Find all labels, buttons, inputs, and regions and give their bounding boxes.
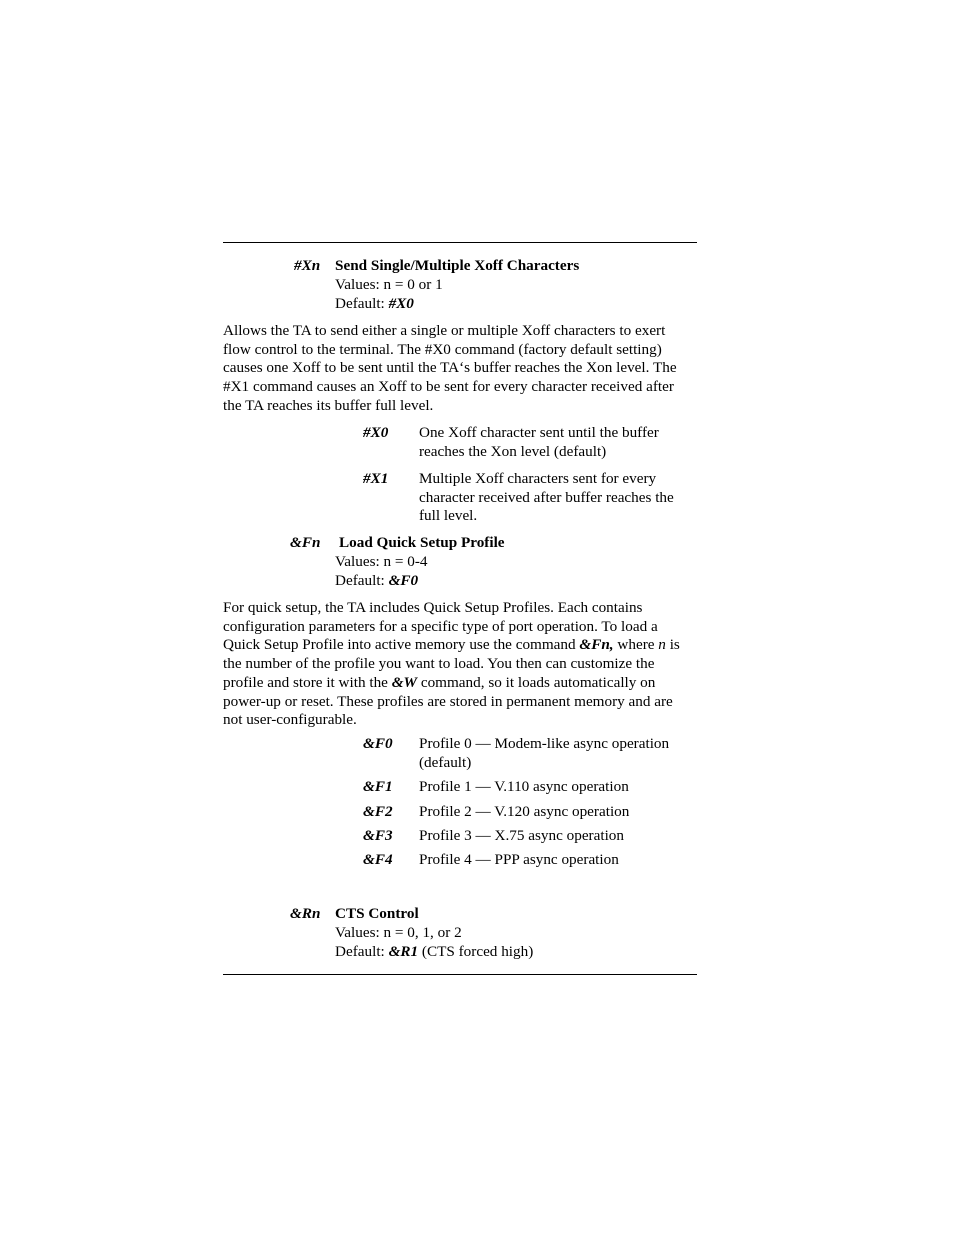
command-name: #Xn: [294, 257, 321, 274]
command-title: Load Quick Setup Profile: [339, 534, 505, 551]
description-paragraph: For quick setup, the TA includes Quick Setup Profiles. Each contains configuration parameters for a specific type of port operation. To load a Quick Setup Profile into active memory use the command &Fn, where n is the number of the profile you want to load. You then can customize the profile and store it with the &W command, so it loads automatically on power-up or reset. These profiles are stored in permanent memory and are not user-configurable.: [223, 599, 680, 729]
description-paragraph: Allows the TA to send either a single or multiple Xoff characters to exert flow control to the terminal. The #X0 command (factory default setting) causes one Xoff to be sent until the TA‘s buffer reaches the Xon level. The #X1 command causes an Xoff to be sent for every character received after the TA reaches its buffer full level.: [223, 322, 677, 414]
option-key: &F4: [363, 851, 393, 868]
top-rule: [223, 242, 697, 243]
option-description: Profile 4 — PPP async operation: [419, 851, 619, 868]
option-description: Multiple Xoff characters sent for every character received after buffer reaches the full level.: [419, 470, 674, 525]
option-key: &F0: [363, 735, 393, 752]
command-values: Values: n = 0 or 1: [335, 276, 443, 293]
command-default: Default: &F0: [335, 572, 419, 589]
command-title: CTS Control: [335, 905, 419, 922]
command-title: Send Single/Multiple Xoff Characters: [335, 257, 580, 274]
option-key: &F1: [363, 778, 393, 795]
command-values: Values: n = 0, 1, or 2: [335, 924, 462, 941]
command-name: &Rn: [290, 905, 321, 922]
option-key: &F2: [363, 803, 393, 820]
command-default: Default: &R1 (CTS forced high): [335, 943, 534, 960]
command-default: Default: #X0: [335, 295, 414, 312]
bottom-rule: [223, 974, 697, 975]
command-values: Values: n = 0-4: [335, 553, 428, 570]
option-description: Profile 0 — Modem-like async operation (default): [419, 735, 670, 771]
option-key: &F3: [363, 827, 393, 844]
option-description: Profile 3 — X.75 async operation: [419, 827, 624, 844]
option-key: #X1: [363, 470, 389, 487]
option-description: Profile 1 — V.110 async operation: [419, 778, 629, 795]
option-key: #X0: [363, 424, 389, 441]
option-description: Profile 2 — V.120 async operation: [419, 803, 630, 820]
option-description: One Xoff character sent until the buffer reaches the Xon level (default): [419, 424, 659, 460]
command-name: &Fn: [290, 534, 321, 551]
